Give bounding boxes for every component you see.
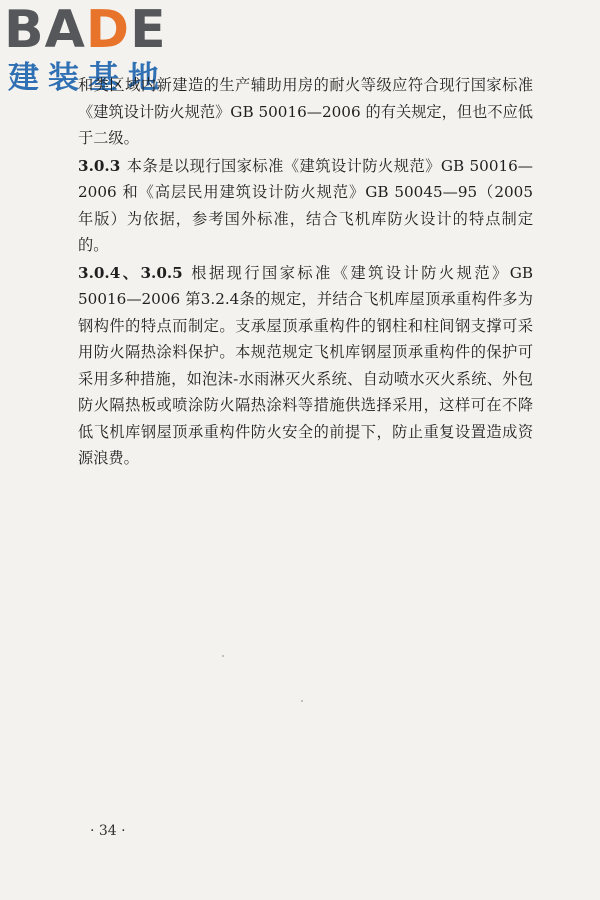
logo-chinese-text: 建装基地 [8,60,168,96]
page-number: · 34 · [90,823,126,839]
paragraph-text: 根据现行国家标准《建筑设计防火规范》GB 50016—2006 第3.2.4条的规定，并结合飞机库屋顶承重构件多为钢构件的特点而制定。支承屋顶承重构件的钢柱和柱间钢支撑可采用防火隔热涂料保护。本规范规定飞机库钢屋顶承重构件的保护可采用多种措施，如泡沫-水雨淋灭火系统、自动喷水灭火系统、外包防火隔热板或喷涂防火隔热涂料等措施供选择采用，这样可在不降低飞机库钢屋顶承重构件防火安全的前提下，防止重复设置造成资源浪费。 [78,263,533,467]
document-body [78,72,533,472]
logo-wordmark: BADE [4,0,167,60]
paragraph-continuation [78,72,533,152]
clause-number: 3.0.4、3.0.5 [78,263,183,282]
clause-3-0-4-3-0-5 [78,260,533,472]
scan-speck [222,655,224,657]
paragraph-text: 和类区域内新建造的生产辅助用房的耐火等级应符合现行国家标准《建筑设计防火规范》GB 50016—2006 的有关规定，但也不应低于二级。 [78,76,533,147]
paragraph-text: 本条是以现行国家标准《建筑设计防火规范》GB 50016—2006 和《高层民用建筑设计防火规范》GB 50045—95（2005 年版）为依据，参考国外标准，结合飞机库防火设计的特点制定的。 [78,156,533,254]
clause-number: 3.0.3 [78,156,121,175]
scan-speck [301,700,303,702]
clause-3-0-3 [78,153,533,259]
